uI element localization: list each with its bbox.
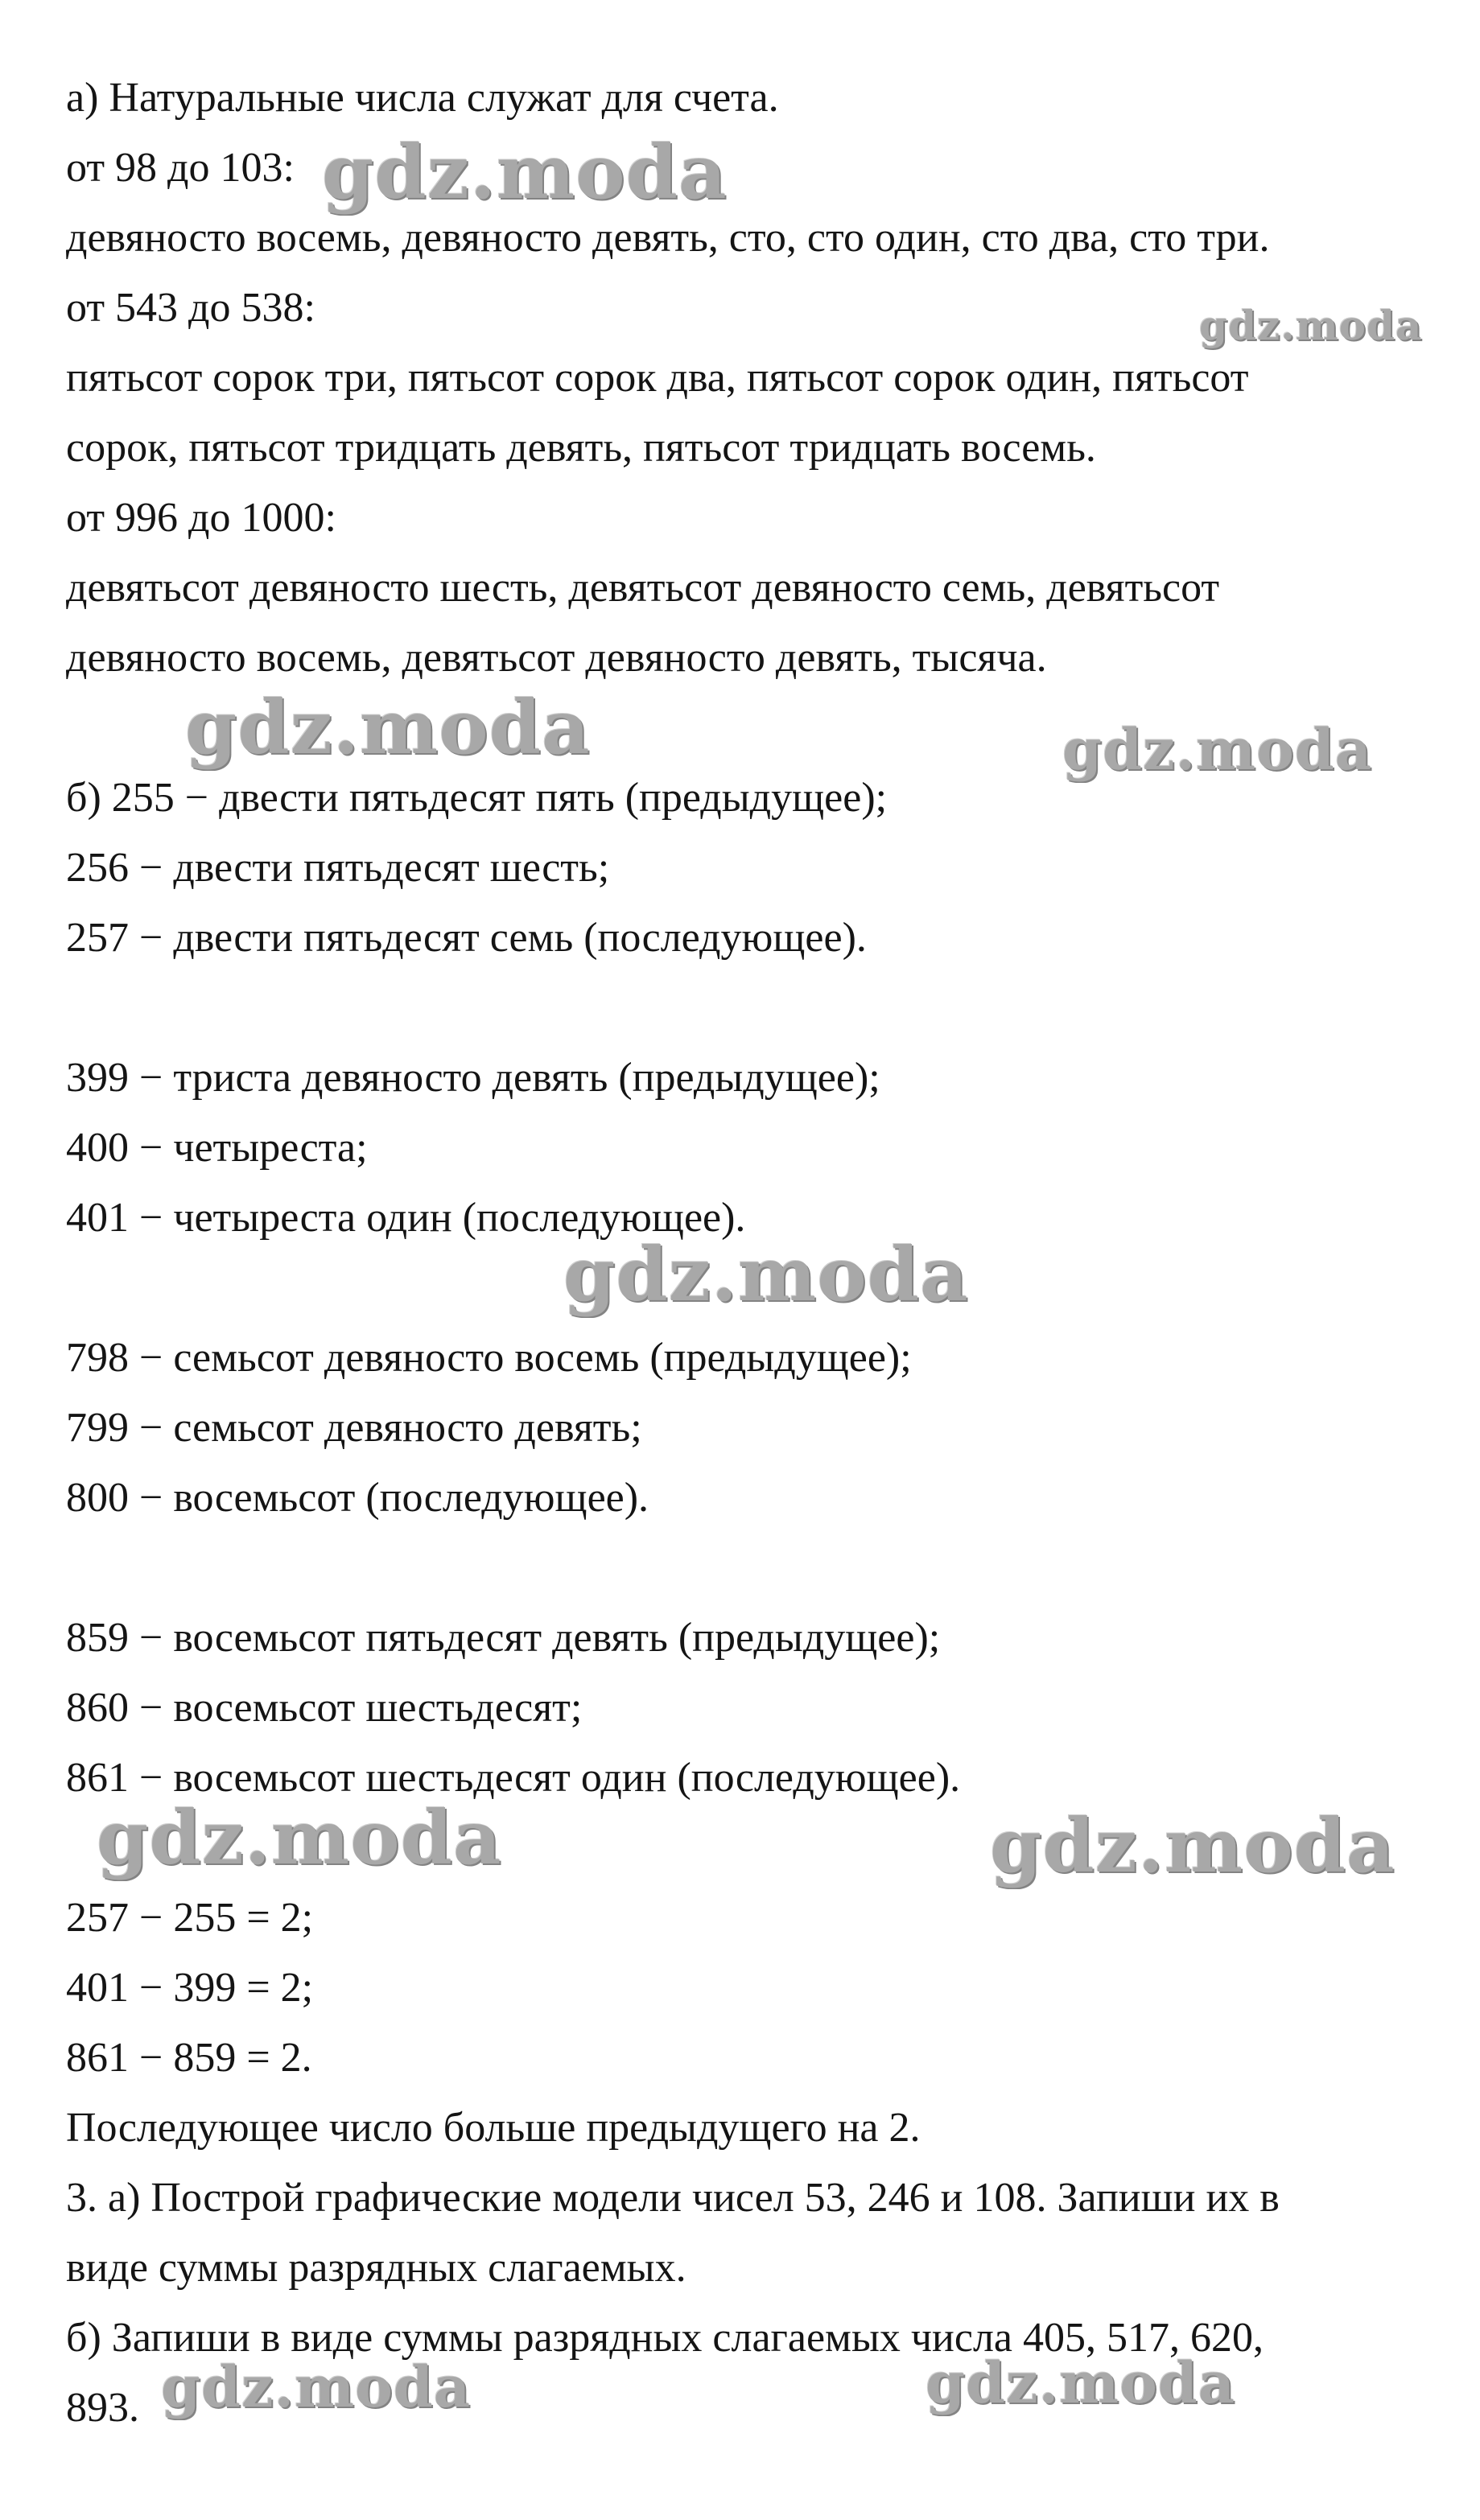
text-line: девяносто восемь, девятьсот девяносто девять, тысяча. [66, 635, 1047, 681]
text-line: 256 − двести пятьдесят шесть; [66, 845, 610, 891]
text-line: 401 − 399 = 2; [66, 1965, 314, 2011]
watermark: gdz.moda [97, 1794, 502, 1881]
watermark: gdz.moda [161, 2353, 472, 2420]
watermark: gdz.moda [1199, 302, 1423, 349]
text-line: 859 − восемьсот пятьдесят девять (предыдущее); [66, 1615, 941, 1661]
text-line: виде суммы разрядных слагаемых. [66, 2245, 686, 2291]
text-line: 257 − двести пятьдесят семь (последующее). [66, 915, 867, 961]
text-line: 401 − четыреста один (последующее). [66, 1195, 746, 1241]
text-line: пятьсот сорок три, пятьсот сорок два, пятьсот сорок один, пятьсот [66, 355, 1249, 401]
text-line: от 98 до 103: [66, 145, 295, 191]
text-line: от 996 до 1000: [66, 495, 336, 541]
text-line: 400 − четыреста; [66, 1125, 368, 1171]
text-line: 861 − 859 = 2. [66, 2035, 312, 2081]
watermark: gdz.moda [322, 129, 728, 216]
text-line: 798 − семьсот девяносто восемь (предыдущее); [66, 1335, 912, 1381]
text-line: 3. а) Построй графические модели чисел 53, 246 и 108. Запиши их в [66, 2175, 1280, 2221]
text-line: 860 − восемьсот шестьдесят; [66, 1685, 583, 1731]
watermark: gdz.moda [990, 1802, 1395, 1889]
text-line: 800 − восемьсот (последующее). [66, 1475, 649, 1521]
watermark: gdz.moda [563, 1231, 969, 1318]
text-line: 799 − семьсот девяносто девять; [66, 1405, 642, 1451]
text-line: б) 255 − двести пятьдесят пять (предыдущее); [66, 775, 888, 821]
text-line: 893. [66, 2385, 139, 2431]
text-line: 257 − 255 = 2; [66, 1895, 314, 1941]
text-line: девятьсот девяносто шесть, девятьсот девяносто семь, девятьсот [66, 565, 1220, 611]
blank-line [66, 973, 1450, 1043]
watermark: gdz.moda [926, 2349, 1236, 2416]
text-line: 861 − восемьсот шестьдесят один (последующее). [66, 1755, 961, 1801]
text-line: Последующее число больше предыдущего на 2. [66, 2105, 921, 2151]
text-line: б) Запиши в виде суммы разрядных слагаемых числа 405, 517, 620, [66, 2315, 1264, 2361]
watermark: gdz.moda [185, 684, 591, 771]
text-line: девяносто восемь, девяносто девять, сто, сто один, сто два, сто три. [66, 215, 1270, 261]
blank-line [66, 1533, 1450, 1603]
text-line: а) Натуральные числа служат для счета. [66, 75, 779, 121]
text-line: 399 − триста девяносто девять (предыдущее); [66, 1055, 880, 1101]
text-line: от 543 до 538: [66, 285, 315, 331]
text-line: сорок, пятьсот тридцать девять, пятьсот тридцать восемь. [66, 425, 1096, 471]
watermark: gdz.moda [1062, 716, 1373, 783]
